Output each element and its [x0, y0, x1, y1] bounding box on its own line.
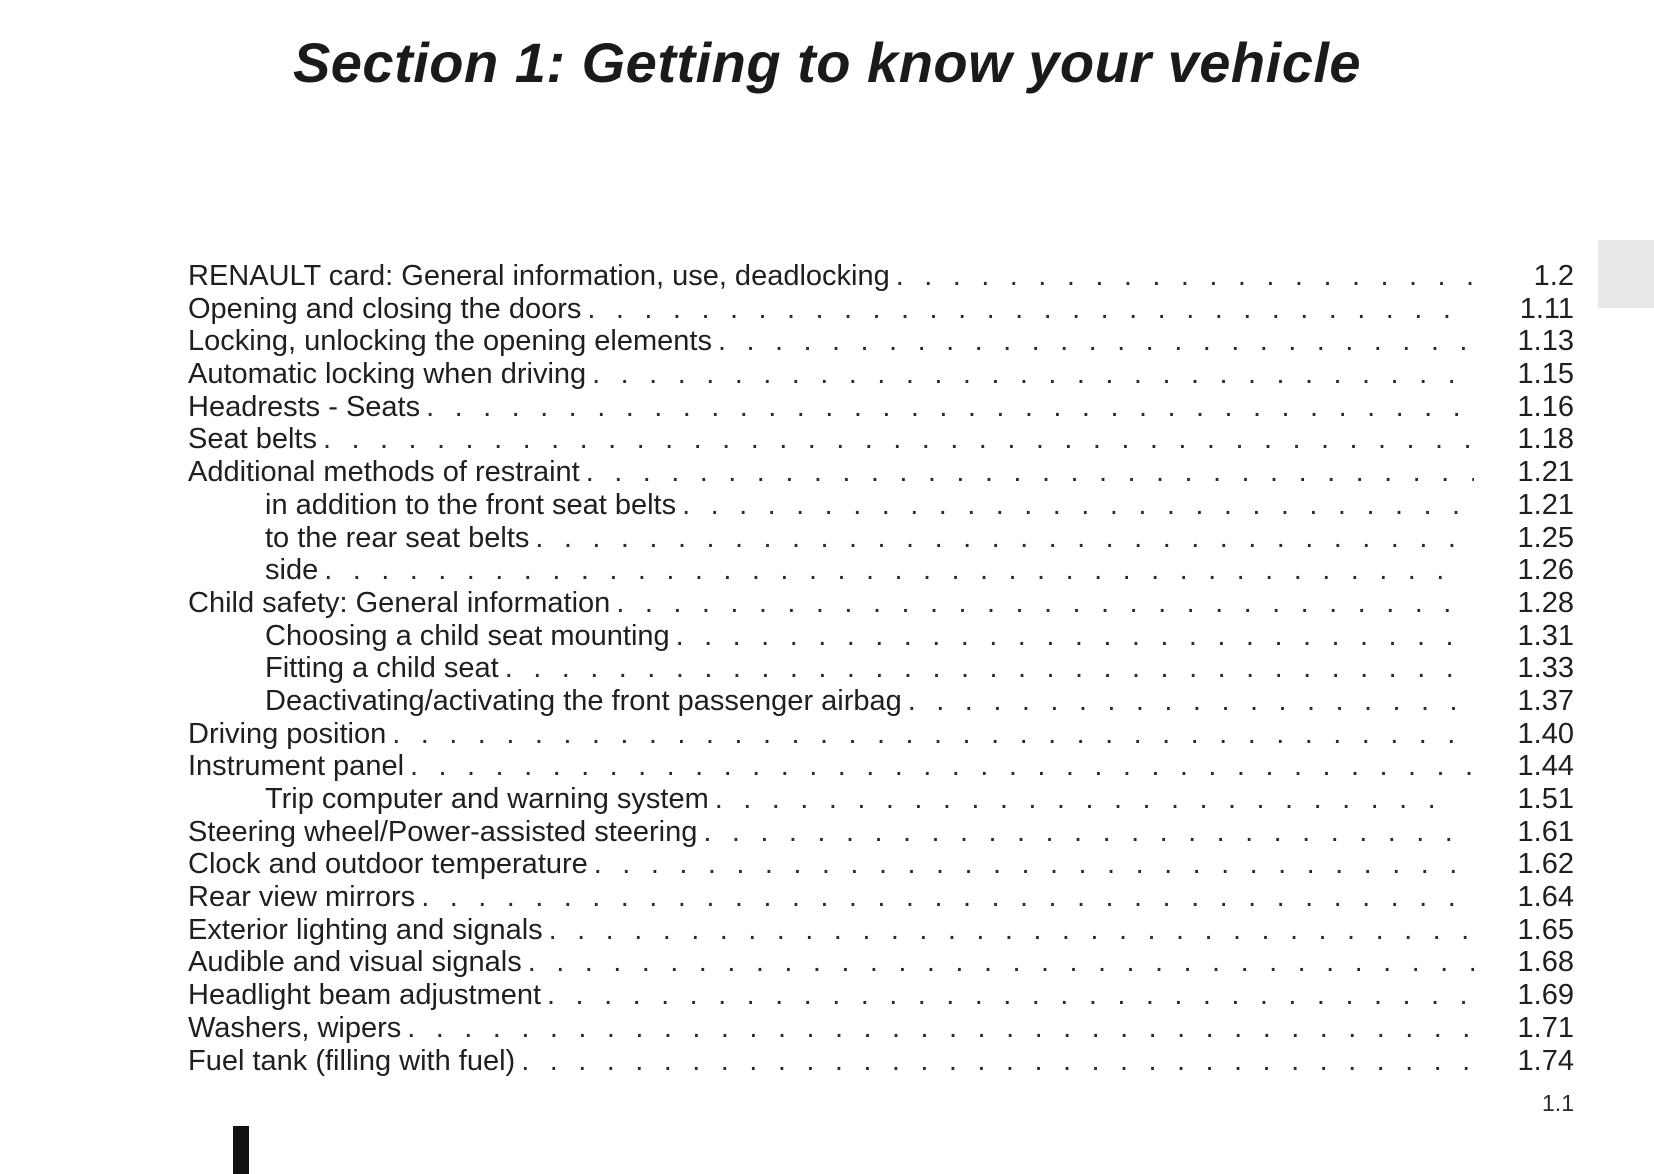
dot-leader: [421, 881, 1474, 914]
toc-entry-title: Steering wheel/Power-assisted steering: [188, 815, 698, 848]
toc-entry-title: Headrests - Seats: [188, 390, 421, 423]
page-edge-marker: [233, 1126, 249, 1174]
dot-leader: [592, 358, 1474, 391]
toc-subentry-title: Fitting a child seat: [265, 652, 499, 685]
dot-leader: [616, 587, 1474, 620]
dot-leader: [718, 325, 1474, 358]
dot-leader: [521, 1045, 1474, 1078]
toc-entry[interactable]: [188, 946, 1574, 979]
toc-entry-title: Driving position: [188, 717, 387, 750]
dot-leader: [547, 979, 1474, 1012]
toc-subentry[interactable]: [188, 522, 1574, 555]
toc-subentry-title: Choosing a child seat mounting: [265, 619, 670, 652]
toc-entry[interactable]: [188, 718, 1574, 751]
toc-entry-title: Fuel tank (filling with fuel): [188, 1044, 516, 1077]
dot-leader: [703, 816, 1474, 849]
toc-entry[interactable]: [188, 914, 1574, 947]
toc-entry-title: Instrument panel: [188, 750, 405, 783]
toc-entry[interactable]: [188, 260, 1574, 293]
toc-entry[interactable]: [188, 979, 1574, 1012]
table-of-contents: [188, 260, 1574, 1077]
toc-subentry-page: 1.26: [1517, 554, 1574, 587]
dot-leader: [426, 391, 1474, 424]
dot-leader: [528, 946, 1474, 979]
toc-subentry-title: Trip computer and warning system: [265, 783, 709, 815]
dot-leader: [410, 750, 1474, 783]
toc-entry-title: Opening and closing the doors: [188, 292, 582, 325]
toc-entry-page: 1.13: [1517, 325, 1574, 358]
toc-entry-page: 1.61: [1517, 815, 1574, 848]
toc-entry-title: Rear view mirrors: [188, 881, 416, 914]
toc-entry-page: 1.21: [1517, 456, 1574, 489]
dot-leader: [586, 456, 1474, 489]
section-tab-marker: [1598, 240, 1654, 308]
toc-entry-title: Seat belts: [188, 423, 317, 456]
toc-entry-page: 1.74: [1517, 1044, 1574, 1077]
toc-entry-page: 1.65: [1517, 913, 1574, 946]
toc-subentry-page: 1.31: [1517, 619, 1574, 652]
dot-leader: [896, 260, 1474, 293]
page-number: 1.1: [1542, 1090, 1574, 1116]
toc-entry[interactable]: [188, 750, 1574, 783]
toc-subentry-page: 1.51: [1517, 783, 1574, 815]
toc-subentry[interactable]: [188, 783, 1574, 816]
dot-leader: [715, 783, 1458, 816]
toc-subentry-title: in addition to the front seat belts: [265, 488, 677, 521]
toc-entry[interactable]: [188, 587, 1574, 620]
dot-leader: [535, 522, 1458, 555]
dot-leader: [682, 489, 1458, 522]
toc-subentry[interactable]: [188, 489, 1574, 522]
toc-entry-title: Automatic locking when driving: [188, 358, 587, 391]
toc-subentry-title: side: [265, 554, 319, 587]
dot-leader: [505, 652, 1458, 685]
dot-leader: [587, 293, 1474, 326]
toc-subentry-page: 1.37: [1517, 684, 1574, 717]
toc-entry-page: 1.68: [1517, 946, 1574, 979]
toc-subentry-page: 1.25: [1517, 521, 1574, 554]
toc-entry-title: RENAULT card: General information, use, deadlocking: [188, 260, 890, 292]
toc-entry-page: 1.18: [1517, 423, 1574, 456]
dot-leader: [676, 620, 1458, 653]
toc-entry[interactable]: [188, 881, 1574, 914]
toc-entry[interactable]: [188, 293, 1574, 326]
toc-entry-page: 1.71: [1517, 1011, 1574, 1044]
toc-entry[interactable]: [188, 391, 1574, 424]
toc-subentry[interactable]: [188, 652, 1574, 685]
toc-subentry-page: 1.21: [1517, 488, 1574, 521]
dot-leader: [908, 685, 1458, 718]
toc-entry-page: 1.62: [1517, 848, 1574, 881]
toc-entry-page: 1.44: [1517, 750, 1574, 783]
toc-subentry[interactable]: [188, 620, 1574, 653]
toc-entry[interactable]: [188, 358, 1574, 391]
toc-entry-title: Headlight beam adjustment: [188, 979, 542, 1012]
toc-entry-title: Clock and outdoor temperature: [188, 848, 588, 881]
toc-entry-page: 1.64: [1517, 881, 1574, 914]
toc-entry[interactable]: [188, 848, 1574, 881]
toc-entry[interactable]: [188, 816, 1574, 849]
toc-entry-page: 1.16: [1517, 390, 1574, 423]
toc-entry-title: Locking, unlocking the opening elements: [188, 325, 712, 358]
toc-entry-page: 1.11: [1519, 292, 1574, 325]
toc-entry[interactable]: [188, 1012, 1574, 1045]
toc-entry-page: 1.40: [1517, 717, 1574, 750]
toc-subentry[interactable]: [188, 554, 1574, 587]
toc-entry[interactable]: [188, 423, 1574, 456]
toc-entry[interactable]: [188, 456, 1574, 489]
toc-entry-title: Child safety: General information: [188, 586, 611, 619]
dot-leader: [549, 914, 1474, 947]
toc-entry-title: Additional methods of restraint: [188, 456, 580, 489]
toc-subentry[interactable]: [188, 685, 1574, 718]
toc-subentry-title: to the rear seat belts: [265, 521, 530, 554]
dot-leader: [323, 423, 1474, 456]
toc-entry-title: Audible and visual signals: [188, 946, 522, 979]
toc-entry[interactable]: [188, 1045, 1574, 1078]
section-title: Section 1: Getting to know your vehicle: [292, 31, 1362, 94]
toc-entry-title: Washers, wipers: [188, 1011, 402, 1044]
toc-entry[interactable]: [188, 325, 1574, 358]
dot-leader: [594, 848, 1474, 881]
dot-leader: [324, 554, 1458, 587]
dot-leader: [407, 1012, 1474, 1045]
toc-entry-page: 1.2: [1533, 260, 1574, 292]
toc-entry-page: 1.28: [1517, 586, 1574, 619]
dot-leader: [392, 718, 1474, 751]
toc-subentry-title: Deactivating/activating the front passenger airbag: [265, 684, 902, 717]
toc-subentry-page: 1.33: [1517, 652, 1574, 685]
toc-entry-page: 1.69: [1517, 979, 1574, 1012]
toc-entry-page: 1.15: [1517, 358, 1574, 391]
toc-entry-title: Exterior lighting and signals: [188, 913, 543, 946]
